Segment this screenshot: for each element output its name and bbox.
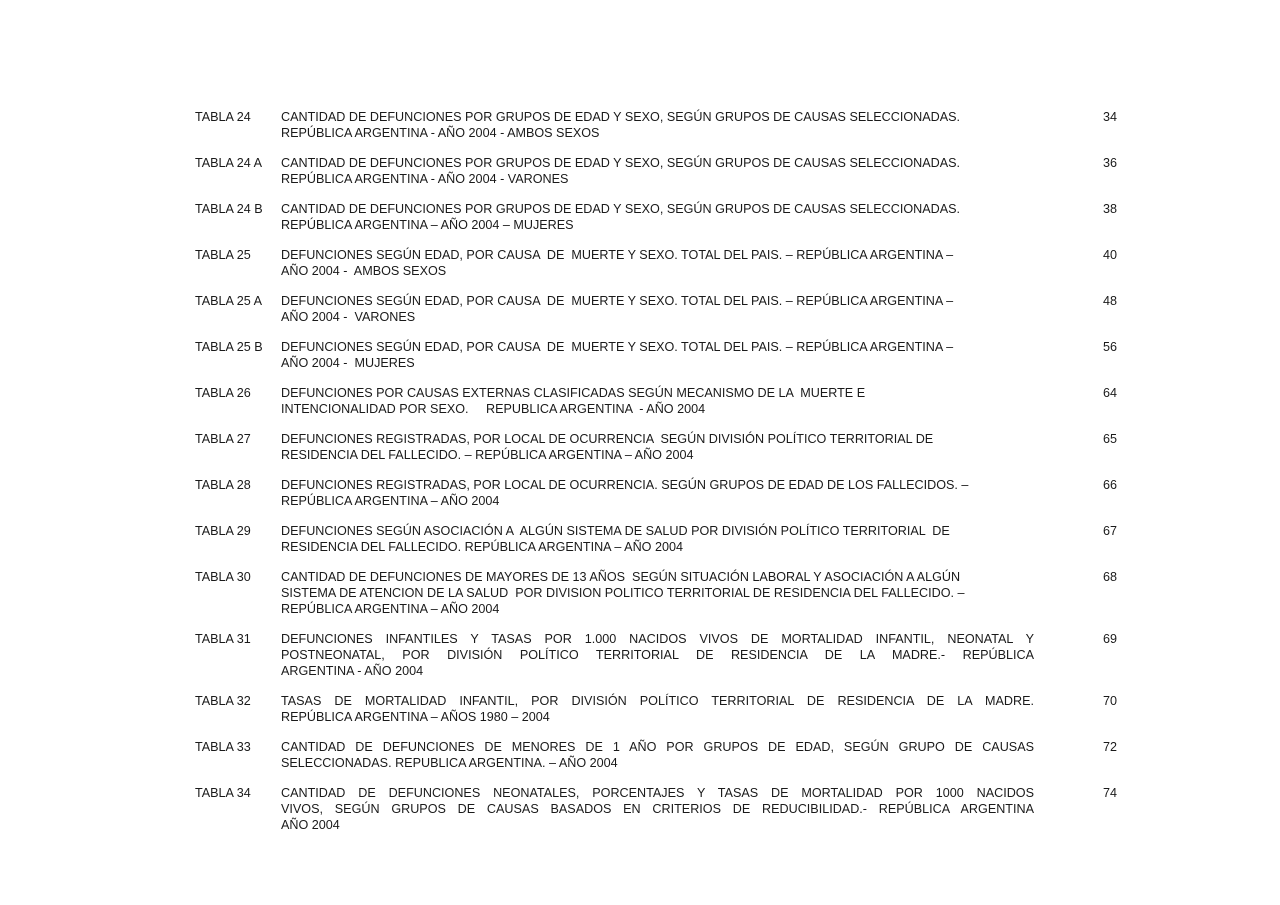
toc-entry-label: TABLA 25 B — [195, 340, 263, 354]
toc-entry-title — [281, 569, 1034, 617]
toc-entry-label: TABLA 28 — [195, 478, 251, 492]
toc-entry-title-line: INTENCIONALIDAD POR SEXO. REPUBLICA ARGENTINA - AÑO 2004 — [281, 402, 706, 416]
toc-entry-title-line: SISTEMA DE ATENCION DE LA SALUD POR DIVISION POLITICO TERRITORIAL DE RESIDENCIA DEL FALLECIDO. – — [281, 586, 965, 600]
toc-entry-title-line: AÑO 2004 - VARONES — [281, 310, 416, 324]
toc-entry-title-line: POSTNEONATAL, POR DIVISIÓN POLÍTICO TERRITORIAL DE RESIDENCIA DE LA MADRE.- REPÚBLICA — [281, 648, 1034, 662]
toc-entry-title-line: DEFUNCIONES SEGÚN EDAD, POR CAUSA DE MUERTE Y SEXO. TOTAL DEL PAIS. – REPÚBLICA ARGENTINA – — [281, 248, 954, 262]
toc-entry-label: TABLA 25 A — [195, 294, 262, 308]
toc-entry-title — [281, 631, 1034, 679]
toc-entry-page-number: 74 — [1102, 786, 1117, 800]
toc-entry-title — [281, 247, 1034, 279]
toc-entry — [195, 739, 1117, 771]
toc-entry-title — [281, 523, 1034, 555]
toc-entry-title — [281, 339, 1034, 371]
toc-entry-page-number: 66 — [1102, 478, 1117, 492]
toc-entry — [195, 339, 1117, 371]
toc-entry-title-line: DEFUNCIONES SEGÚN ASOCIACIÓN A ALGÚN SISTEMA DE SALUD POR DIVISIÓN POLÍTICO TERRITORIAL DE — [281, 524, 950, 538]
toc-entry-label: TABLA 24 B — [195, 202, 263, 216]
toc-entry-title — [281, 201, 1034, 233]
toc-entry-title-line: CANTIDAD DE DEFUNCIONES POR GRUPOS DE EDAD Y SEXO, SEGÚN GRUPOS DE CAUSAS SELECCIONADAS. — [281, 156, 961, 170]
toc-entry-title-line: CANTIDAD DE DEFUNCIONES DE MENORES DE 1 AÑO POR GRUPOS DE EDAD, SEGÚN GRUPO DE CAUSAS — [281, 740, 1034, 754]
toc-entry-page-number: 38 — [1102, 202, 1117, 216]
toc-entry-title-line: DEFUNCIONES REGISTRADAS, POR LOCAL DE OCURRENCIA SEGÚN DIVISIÓN POLÍTICO TERRITORIAL DE — [281, 432, 934, 446]
toc-entry-page-number: 70 — [1102, 694, 1117, 708]
toc-entry-title-line: REPÚBLICA ARGENTINA – AÑO 2004 – MUJERES — [281, 218, 574, 232]
toc-entry — [195, 477, 1117, 509]
toc-entry-title-line: ARGENTINA - AÑO 2004 — [281, 664, 424, 678]
toc-entry-title-line: DEFUNCIONES SEGÚN EDAD, POR CAUSA DE MUERTE Y SEXO. TOTAL DEL PAIS. – REPÚBLICA ARGENTINA – — [281, 340, 954, 354]
toc-entry-title — [281, 431, 1034, 463]
toc-entry-label: TABLA 26 — [195, 386, 251, 400]
toc-entry-title-line: CANTIDAD DE DEFUNCIONES DE MAYORES DE 13 AÑOS SEGÚN SITUACIÓN LABORAL Y ASOCIACIÓN A ALGÚN — [281, 570, 961, 584]
toc-entry-page-number: 36 — [1102, 156, 1117, 170]
toc-entry-title-line: VIVOS, SEGÚN GRUPOS DE CAUSAS BASADOS EN CRITERIOS DE REDUCIBILIDAD.- REPÚBLICA ARGENTINA — [281, 802, 1034, 816]
toc-entry-title — [281, 693, 1034, 725]
toc-entry-label: TABLA 27 — [195, 432, 251, 446]
toc-entry-label: TABLA 30 — [195, 570, 251, 584]
toc-entry-title — [281, 385, 1034, 417]
toc-entry-title-line: CANTIDAD DE DEFUNCIONES POR GRUPOS DE EDAD Y SEXO, SEGÚN GRUPOS DE CAUSAS SELECCIONADAS. — [281, 202, 961, 216]
toc-entry-page-number: 40 — [1102, 248, 1117, 262]
toc-entry-label: TABLA 34 — [195, 786, 251, 800]
toc-entry-title-line: REPÚBLICA ARGENTINA – AÑO 2004 — [281, 494, 500, 508]
toc-entry — [195, 693, 1117, 725]
toc-entry-page-number: 34 — [1102, 110, 1117, 124]
toc-entry-label: TABLA 31 — [195, 632, 251, 646]
toc-entry-title-line: AÑO 2004 — [281, 818, 340, 832]
toc-entry-label: TABLA 24 A — [195, 156, 262, 170]
toc-entry-title — [281, 785, 1034, 833]
toc-entry-title — [281, 477, 1034, 509]
toc-entry-title-line: REPÚBLICA ARGENTINA - AÑO 2004 - VARONES — [281, 172, 569, 186]
toc-entry-label: TABLA 29 — [195, 524, 251, 538]
toc-entry-title-line: DEFUNCIONES POR CAUSAS EXTERNAS CLASIFICADAS SEGÚN MECANISMO DE LA MUERTE E — [281, 386, 866, 400]
toc-entry-label: TABLA 33 — [195, 740, 251, 754]
toc-entry-title-line: REPÚBLICA ARGENTINA – AÑO 2004 — [281, 602, 500, 616]
toc-entry-page-number: 72 — [1102, 740, 1117, 754]
toc-entry-page-number: 67 — [1102, 524, 1117, 538]
toc-entry-title-line: SELECCIONADAS. REPUBLICA ARGENTINA. – AÑO 2004 — [281, 756, 618, 770]
toc-entry — [195, 385, 1117, 417]
toc-entry — [195, 431, 1117, 463]
toc-entry-title — [281, 155, 1034, 187]
toc-entry-title-line: TASAS DE MORTALIDAD INFANTIL, POR DIVISIÓN POLÍTICO TERRITORIAL DE RESIDENCIA DE LA MADRE. — [281, 694, 1034, 708]
toc-entry-title-line: REPÚBLICA ARGENTINA – AÑOS 1980 – 2004 — [281, 710, 550, 724]
toc-entry — [195, 247, 1117, 279]
toc-entry-label: TABLA 24 — [195, 110, 251, 124]
toc-entry — [195, 109, 1117, 141]
toc-entry-title-line: AÑO 2004 - AMBOS SEXOS — [281, 264, 447, 278]
toc-entry-title-line: AÑO 2004 - MUJERES — [281, 356, 415, 370]
toc-entry-page-number: 69 — [1102, 632, 1117, 646]
toc-entry-title — [281, 109, 1034, 141]
toc-entry-title-line: DEFUNCIONES INFANTILES Y TASAS POR 1.000 NACIDOS VIVOS DE MORTALIDAD INFANTIL, NEONATAL Y — [281, 632, 1034, 646]
toc-entry — [195, 201, 1117, 233]
toc-entry-page-number: 64 — [1102, 386, 1117, 400]
toc-entry — [195, 631, 1117, 679]
toc-entry — [195, 155, 1117, 187]
toc-entry-page-number: 56 — [1102, 340, 1117, 354]
toc-entry-title-line: RESIDENCIA DEL FALLECIDO. – REPÚBLICA ARGENTINA – AÑO 2004 — [281, 448, 694, 462]
toc-entry-label: TABLA 25 — [195, 248, 251, 262]
toc-entry — [195, 293, 1117, 325]
toc-entry-title-line: RESIDENCIA DEL FALLECIDO. REPÚBLICA ARGENTINA – AÑO 2004 — [281, 540, 683, 554]
toc-entry-title — [281, 739, 1034, 771]
toc-entry — [195, 785, 1117, 833]
toc-entry-label: TABLA 32 — [195, 694, 251, 708]
toc-entry — [195, 523, 1117, 555]
toc-entry-title-line: CANTIDAD DE DEFUNCIONES NEONATALES, PORCENTAJES Y TASAS DE MORTALIDAD POR 1000 NACIDOS — [281, 786, 1034, 800]
toc-entry-title-line: CANTIDAD DE DEFUNCIONES POR GRUPOS DE EDAD Y SEXO, SEGÚN GRUPOS DE CAUSAS SELECCIONADAS. — [281, 110, 961, 124]
toc-entry-title-line: DEFUNCIONES SEGÚN EDAD, POR CAUSA DE MUERTE Y SEXO. TOTAL DEL PAIS. – REPÚBLICA ARGENTINA – — [281, 294, 954, 308]
table-of-contents — [195, 109, 1117, 847]
toc-entry-title — [281, 293, 1034, 325]
toc-entry-title-line: DEFUNCIONES REGISTRADAS, POR LOCAL DE OCURRENCIA. SEGÚN GRUPOS DE EDAD DE LOS FALLECIDOS. – — [281, 478, 969, 492]
toc-entry-title-line: REPÚBLICA ARGENTINA - AÑO 2004 - AMBOS SEXOS — [281, 126, 600, 140]
toc-entry-page-number: 68 — [1102, 570, 1117, 584]
toc-entry-page-number: 48 — [1102, 294, 1117, 308]
toc-entry — [195, 569, 1117, 617]
toc-entry-page-number: 65 — [1102, 432, 1117, 446]
